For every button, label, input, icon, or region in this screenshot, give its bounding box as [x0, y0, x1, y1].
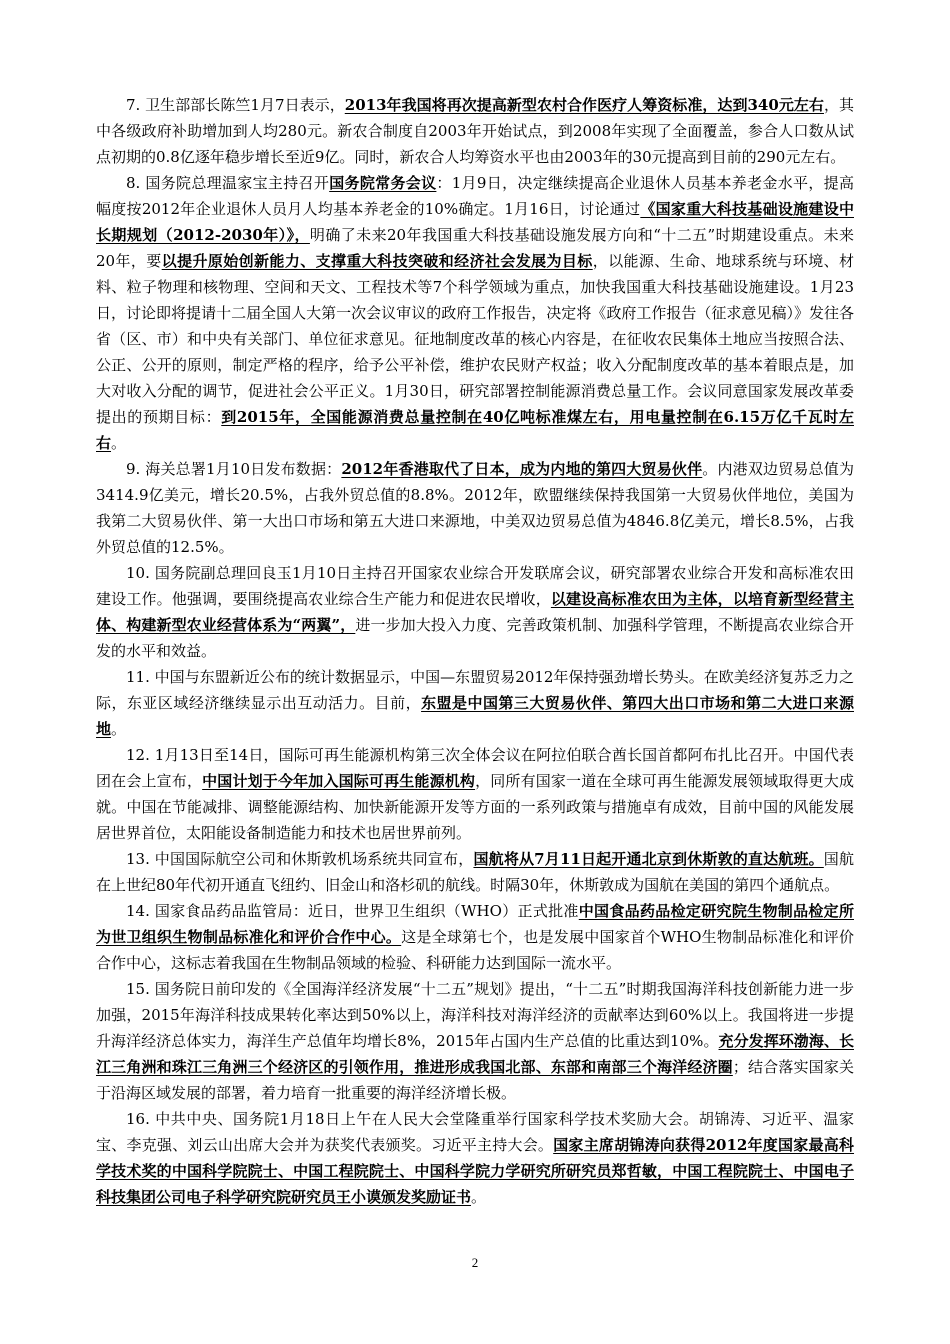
- paragraph-text: 16. 中共中央、国务院1月18日上午在人民大会堂隆重举行国家科学技术奖励大会。胡锦涛、习近平、温家宝、李克强、刘云山出席大会并为获奖代表颁奖。习近平主持大会。: [96, 1110, 854, 1154]
- news-item-9: [96, 456, 854, 560]
- paragraph-text: 9. 海关总署1月10日发布数据：: [126, 460, 342, 478]
- paragraph-text: ：1月9日，决定继续提高企业退休人员基本养老金水平，提高幅度按2012年企业退休人员月人均基本养老金的10%确定。1月16日，讨论通过: [96, 174, 854, 218]
- paragraph-text: 8. 国务院总理温家宝主持召开: [126, 174, 330, 192]
- highlighted-text: 中国食品药品检定研究院生物制品检定所为世卫组织生物制品标准化和评价合作中心。: [96, 902, 854, 946]
- highlighted-text: 到2015年，全国能源消费总量控制在40亿吨标准煤左右，用电量控制在6.15万亿千瓦时左右: [96, 408, 854, 452]
- news-item-14: [96, 898, 854, 976]
- paragraph-text: ，以能源、生命、地球系统与环境、材料、粒子物理和核物理、空间和天文、工程技术等7个科学领域为重点，加快我国重大科技基础设施建设。1月23日，讨论即将提请十二届全国人大第一次会议审议的政府工作报告，决定将《政府工作报告（征求意见稿）》发往各省（区、市）和中央有关部门、单位征求意见。征地制度改革的核心内容是，在征收农民集体土地应当按照合法、公正、公开的原则，制定严格的程序，给予公平补偿，维护农民财产权益；收入分配制度改革的基本着眼点是，加大对收入分配的调节，促进社会公平正义。1月30日，研究部署控制能源消费总量工作。会议同意国家发展改革委提出的预期目标：: [96, 252, 854, 426]
- news-item-12: [96, 742, 854, 846]
- news-item-7: [96, 92, 854, 170]
- paragraph-text: 11. 中国与东盟新近公布的统计数据显示，中国—东盟贸易2012年保持强劲增长势头。在欧美经济复苏乏力之际，东亚区域经济继续显示出互动活力。目前，: [96, 668, 854, 712]
- news-item-8: [96, 170, 854, 456]
- news-item-13: [96, 846, 854, 898]
- highlighted-text: 以提升原始创新能力、支撑重大科技突破和经济社会发展为目标: [161, 252, 593, 270]
- paragraph-text: 10. 国务院副总理回良玉1月10日主持召开国家农业综合开发联席会议，研究部署农业综合开发和高标准农田建设工作。他强调，要围绕提高农业综合生产能力和促进农民增收，: [96, 564, 854, 608]
- paragraph-text: 。内港双边贸易总值为3414.9亿美元，增长20.5%，占我外贸总值的8.8%。2012年，欧盟继续保持我国第一大贸易伙伴地位，美国为我第二大贸易伙伴、第一大出口市场和第五大进口来源地，中美双边贸易总值为4846.8亿美元，增长8.5%，占我外贸总值的12.5%。: [96, 460, 854, 556]
- paragraph-text: ；结合落实国家关于沿海区域发展的部署，着力培育一批重要的海洋经济增长极。: [96, 1058, 854, 1102]
- paragraph-text: 进一步加大投入力度、完善政策机制、加强科学管理，不断提高农业综合开发的水平和效益。: [96, 616, 854, 660]
- highlighted-text: 2012年香港取代了日本，成为内地的第四大贸易伙伴: [341, 460, 703, 478]
- paragraph-text: 7. 卫生部部长陈竺1月7日表示，: [126, 96, 345, 114]
- highlighted-text: 2013年我国将再次提高新型农村合作医疗人筹资标准，达到340元左右: [344, 96, 824, 114]
- highlighted-text: 《国家重大科技基础设施建设中长期规划（2012-2030年）》，: [96, 200, 854, 244]
- paragraph-text: 明确了未来20年我国重大科技基础设施发展方向和“十二五”时期建设重点。未来20年，要: [96, 226, 854, 270]
- highlighted-text: 中国计划于今年加入国际可再生能源机构: [202, 772, 476, 790]
- news-item-10: [96, 560, 854, 664]
- news-item-16: [96, 1106, 854, 1210]
- paragraph-text: 13. 中国国际航空公司和休斯敦机场系统共同宣布，: [126, 850, 474, 868]
- highlighted-text: 国航将从7月11日起开通北京到休斯敦的直达航班。: [473, 850, 824, 868]
- highlighted-text: 东盟是中国第三大贸易伙伴、第四大出口市场和第二大进口来源地: [96, 694, 854, 738]
- paragraph-text: ，其中各级政府补助增加到人均280元。新农合制度自2003年开始试点，到2008年实现了全面覆盖，参合人口数从试点初期的0.8亿逐年稳步增长至近9亿。同时，新农合人均筹资水平也由2003年的30元提高到目前的290元左右。: [96, 96, 855, 166]
- paragraph-text: 12. 1月13日至14日，国际可再生能源机构第三次全体会议在阿拉伯联合酋长国首都阿布扎比召开。中国代表团在会上宣布，: [96, 746, 854, 790]
- paragraph-text: 。: [111, 434, 127, 452]
- paragraph-text: 15. 国务院日前印发的《全国海洋经济发展“十二五”规划》提出，“十二五”时期我国海洋科技创新能力进一步加强，2015年海洋科技成果转化率达到50%以上，海洋科技对海洋经济的贡献率达到60%以上。我国将进一步提升海洋经济总体实力，海洋生产总值年均增长8%，2015年占国内生产总值的比重达到10%。: [96, 980, 854, 1050]
- news-item-15: [96, 976, 854, 1106]
- paragraph-text: 。: [471, 1188, 487, 1206]
- highlighted-text: 充分发挥环渤海、长江三角洲和珠江三角洲三个经济区的引领作用，推进形成我国北部、东部和南部三个海洋经济圈: [96, 1032, 854, 1076]
- paragraph-text: 14. 国家食品药品监管局：近日，世界卫生组织（WHO）正式批准: [126, 902, 579, 920]
- paragraph-text: 国航在上世纪80年代初开通直飞纽约、旧金山和洛杉矶的航线。时隔30年，休斯敦成为国航在美国的第四个通航点。: [96, 850, 854, 894]
- highlighted-text: 国家主席胡锦涛向获得2012年度国家最高科学技术奖的中国科学院院士、中国工程院院士、中国科学院力学研究所研究员郑哲敏，中国工程院院士、中国电子科技集团公司电子科学研究院研究员王小谟颁发奖励证书: [96, 1136, 855, 1206]
- paragraph-text: 。: [111, 720, 127, 738]
- document-body: [96, 92, 854, 1210]
- news-item-11: [96, 664, 854, 742]
- highlighted-text: 以建设高标准农田为主体，以培育新型经营主体、构建新型农业经营体系为“两翼”，: [96, 590, 854, 634]
- highlighted-text: 国务院常务会议: [329, 174, 437, 192]
- page-number: 2: [471, 1255, 479, 1270]
- paragraph-text: ，同所有国家一道在全球可再生能源发展领域取得更大成就。中国在节能减排、调整能源结构、加快新能源开发等方面的一系列政策与措施卓有成效，目前中国的风能发展居世界首位，太阳能设备制造能力和技术也居世界前列。: [96, 772, 854, 842]
- paragraph-text: 这是全球第七个，也是发展中国家首个WHO生物制品标准化和评价合作中心，这标志着我国在生物制品领域的检验、科研能力达到国际一流水平。: [96, 928, 854, 972]
